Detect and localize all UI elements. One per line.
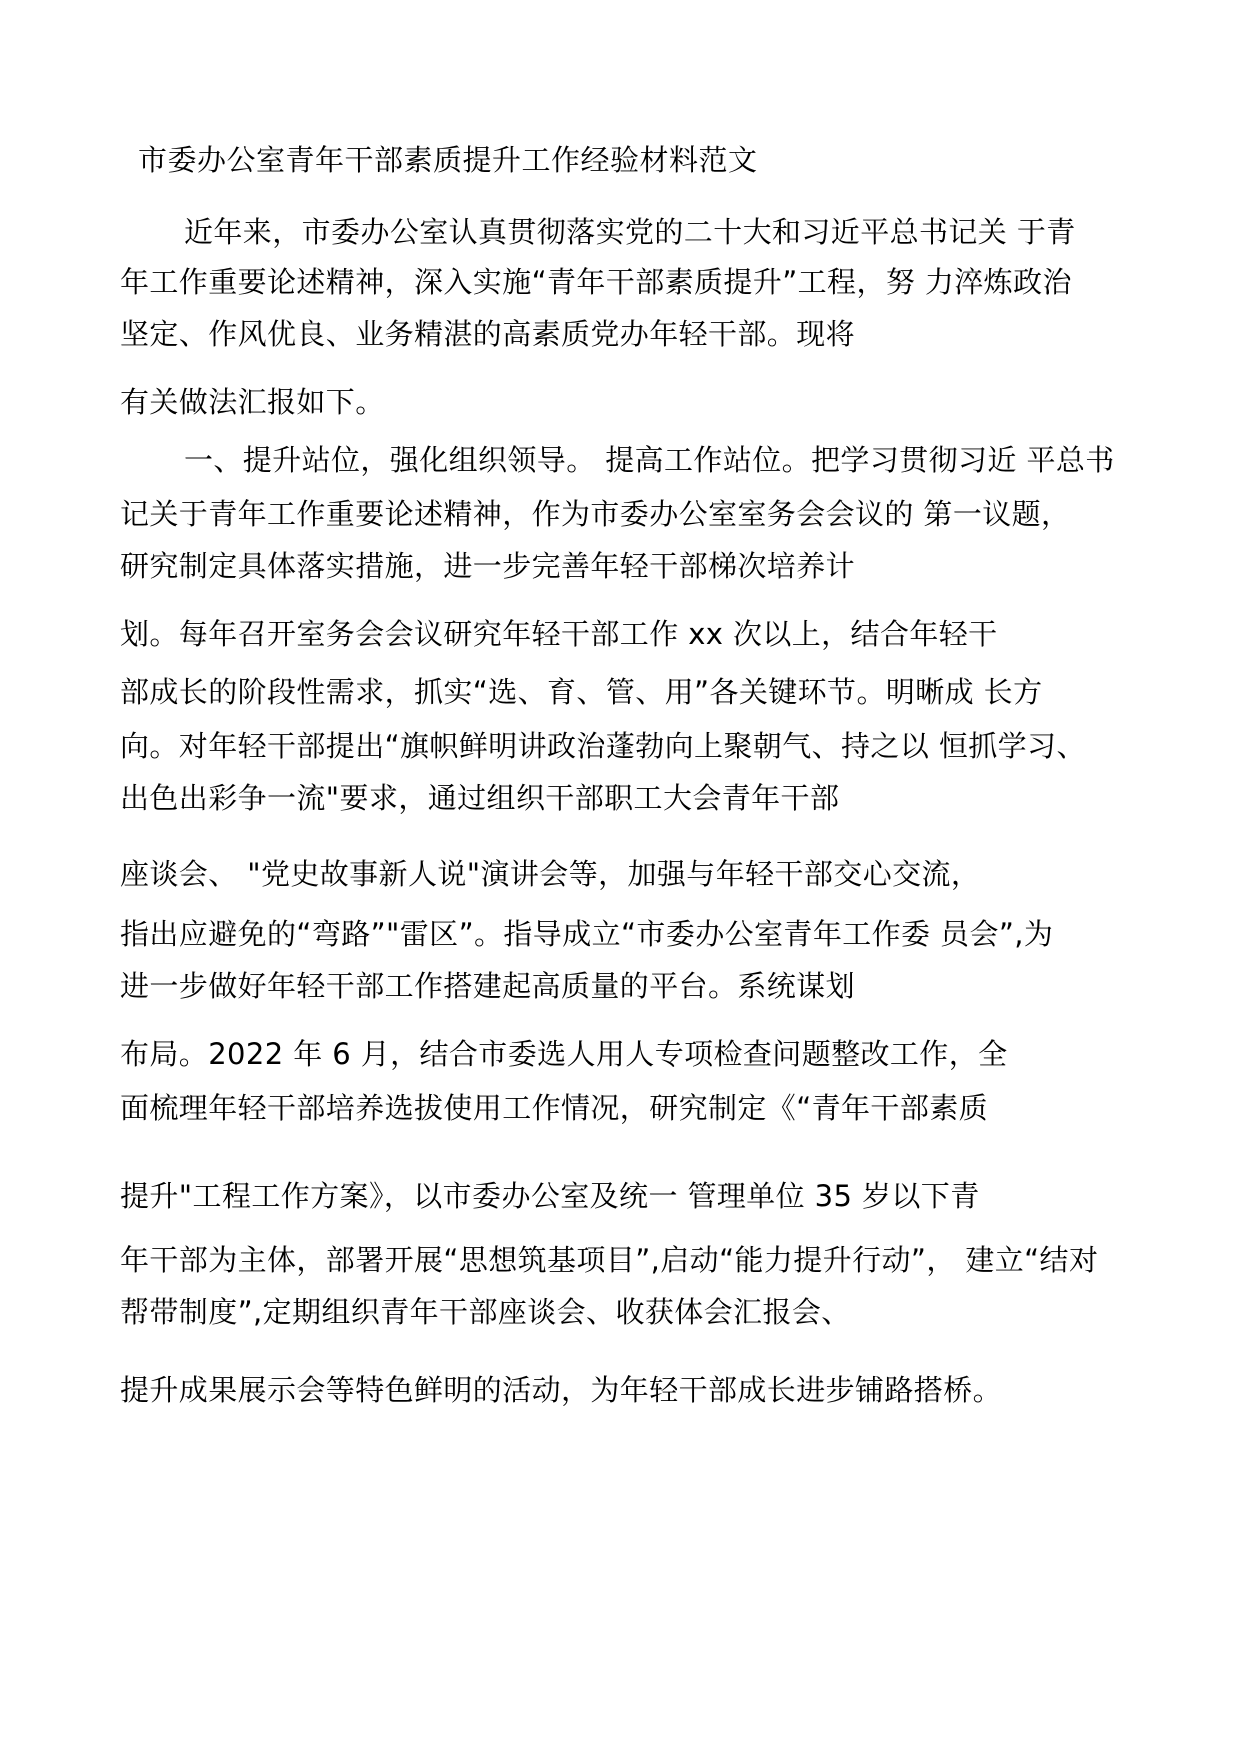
paragraph-line: 一、提升站位，强化组织领导。 提高工作站位。把学习贯彻习近 平总书 bbox=[184, 443, 1115, 477]
paragraph-line: 研究制定具体落实措施，进一步完善年轻干部梯次培养计 bbox=[120, 549, 856, 583]
paragraph-line: 出色出彩争一流"要求，通过组织干部职工大会青年干部 bbox=[120, 781, 840, 815]
paragraph-line: 提升"工程工作方案》，以市委办公室及统一 管理单位 35 岁以下青 bbox=[120, 1179, 980, 1213]
paragraph-line: 坚定、作风优良、业务精湛的高素质党办年轻干部。现将 bbox=[120, 317, 856, 351]
paragraph-line: 向。对年轻干部提出“旗帜鲜明讲政治蓬勃向上聚朝气、持之以 恒抓学习、 bbox=[120, 729, 1086, 763]
paragraph-line: 提升成果展示会等特色鲜明的活动，为年轻干部成长进步铺路搭桥。 bbox=[120, 1373, 1003, 1407]
paragraph-line: 划。每年召开室务会会议研究年轻干部工作 xx 次以上，结合年轻干 bbox=[120, 617, 998, 651]
paragraph-line: 年工作重要论述精神，深入实施“青年干部素质提升”工程，努 力淬炼政治 bbox=[120, 265, 1072, 299]
paragraph-line: 帮带制度”,定期组织青年干部座谈会、收获体会汇报会、 bbox=[120, 1295, 851, 1329]
paragraph-line: 记关于青年工作重要论述精神，作为市委办公室室务会会议的 第一议题， bbox=[120, 497, 1071, 531]
paragraph-line: 年干部为主体，部署开展“思想筑基项目”,启动“能力提升行动”， 建立“结对 bbox=[120, 1243, 1099, 1277]
paragraph-line: 指出应避免的“弯路”"雷区”。指导成立“市委办公室青年工作委 员会”,为 bbox=[120, 917, 1054, 951]
paragraph-line: 布局。2022 年 6 月，结合市委选人用人专项检查问题整改工作，全 bbox=[120, 1037, 1008, 1071]
paragraph-line: 面梳理年轻干部培养选拔使用工作情况，研究制定《“青年干部素质 bbox=[120, 1091, 989, 1125]
paragraph-line: 进一步做好年轻干部工作搭建起高质量的平台。系统谋划 bbox=[120, 969, 856, 1003]
paragraph-line: 部成长的阶段性需求，抓实“选、育、管、用”各关键环节。明晰成 长方 bbox=[120, 675, 1043, 709]
paragraph-line: 近年来，市委办公室认真贯彻落实党的二十大和习近平总书记关 于青 bbox=[184, 215, 1076, 249]
paragraph-line: 座谈会、 "党史故事新人说"演讲会等，加强与年轻干部交心交流， bbox=[120, 857, 981, 891]
paragraph-line: 有关做法汇报如下。 bbox=[120, 385, 385, 419]
document-title: 市委办公室青年干部素质提升工作经验材料范文 bbox=[138, 143, 758, 177]
